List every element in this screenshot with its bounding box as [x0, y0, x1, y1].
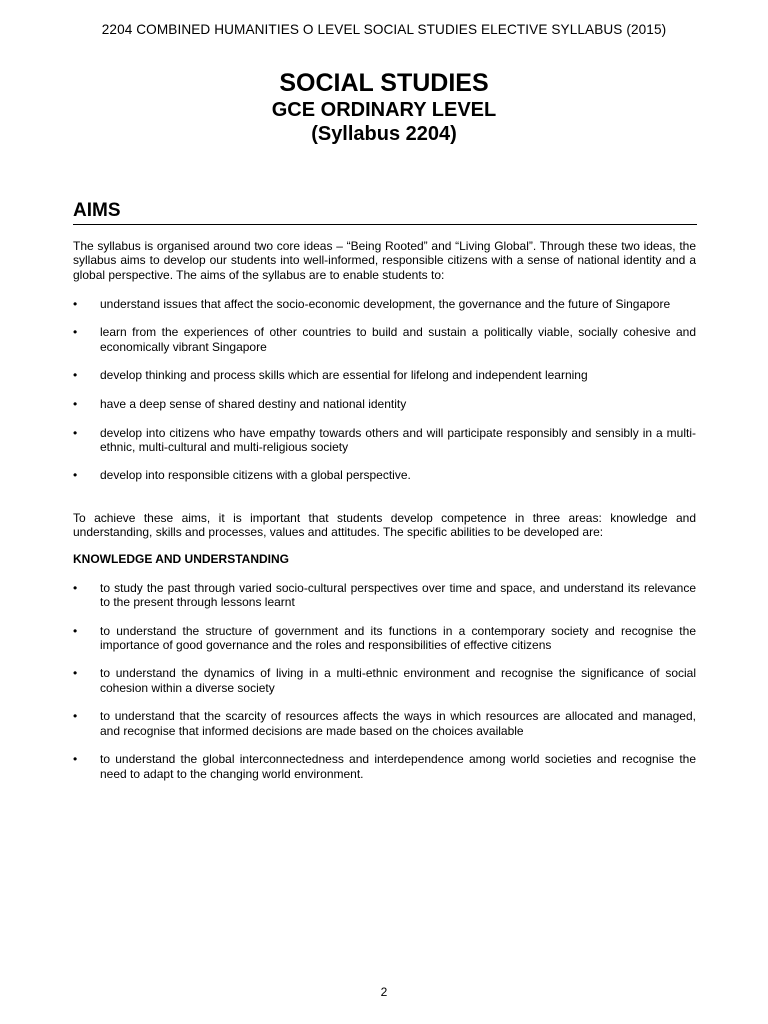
list-item	[73, 581, 696, 610]
list-item-text: to understand the dynamics of living in a multi-ethnic environment and recognise the significance of social cohesion within a diverse society	[100, 666, 696, 695]
list-item-text: understand issues that affect the socio-economic development, the governance and the future of Singapore	[100, 296, 671, 311]
list-item	[73, 368, 696, 382]
list-item-text: to understand that the scarcity of resources affects the ways in which resources are allocated and managed, and recognise that informed decisions are made based on the choices available	[100, 709, 696, 738]
document-title: SOCIAL STUDIES	[279, 69, 489, 97]
list-item	[73, 709, 696, 738]
document-subtitle-level: GCE ORDINARY LEVEL	[271, 99, 497, 121]
aims-list	[73, 297, 696, 483]
bullet-icon: •	[73, 580, 78, 595]
document-subtitle-syllabus: (Syllabus 2204)	[311, 123, 457, 145]
list-item	[73, 297, 696, 311]
bullet-icon: •	[73, 752, 78, 767]
aims-competence-paragraph: To achieve these aims, it is important that students develop competence in three areas: knowledge and understanding, skills and processes, values and attitudes. The specific abilities to be developed are:	[73, 510, 696, 540]
aims-intro-paragraph: The syllabus is organised around two core ideas – “Being Rooted” and “Living Global”. Through these two ideas, the syllabus aims to develop our students into well-informed, responsible citizens with a sense of national identity and a global perspective. The aims of the syllabus are to enable students to:	[73, 239, 696, 282]
knowledge-heading: KNOWLEDGE AND UNDERSTANDING	[73, 552, 289, 567]
bullet-icon: •	[73, 425, 78, 440]
bullet-icon: •	[73, 623, 78, 638]
bullet-icon: •	[73, 296, 78, 311]
list-item	[73, 752, 696, 781]
list-item-text: have a deep sense of shared destiny and national identity	[100, 396, 407, 411]
list-item-text: develop thinking and process skills which are essential for lifelong and independent learning	[100, 368, 588, 383]
list-item-text: develop into citizens who have empathy towards others and will participate responsibly and sensibly in a multi-ethnic, multi-cultural and multi-religious society	[100, 425, 696, 454]
bullet-icon: •	[73, 396, 78, 411]
knowledge-list	[73, 581, 696, 781]
bullet-icon: •	[73, 666, 78, 681]
page-number: 2	[380, 985, 388, 999]
list-item	[73, 468, 696, 482]
list-item-text: to study the past through varied socio-cultural perspectives over time and space, and understand its relevance to the present through lessons learnt	[100, 580, 696, 609]
title-block	[0, 68, 768, 146]
list-item-text: to understand the structure of government and its functions in a contemporary society and recognise the importance of good governance and the roles and responsibilities of effective citizens	[100, 623, 696, 652]
list-item	[73, 325, 696, 354]
list-item	[73, 666, 696, 695]
list-item	[73, 624, 696, 653]
list-item-text: learn from the experiences of other countries to build and sustain a politically viable, socially cohesive and economically vibrant Singapore	[100, 325, 696, 354]
list-item	[73, 426, 696, 455]
main-content	[73, 239, 696, 795]
bullet-icon: •	[73, 368, 78, 383]
list-item	[73, 397, 696, 411]
bullet-icon: •	[73, 468, 78, 483]
aims-heading: AIMS	[73, 200, 697, 225]
list-item-text: to understand the global interconnectedness and interdependence among world societies and recognise the need to adapt to the changing world environment.	[100, 752, 696, 781]
running-header: 2204 COMBINED HUMANITIES O LEVEL SOCIAL STUDIES ELECTIVE SYLLABUS (2015)	[101, 22, 667, 37]
list-item-text: develop into responsible citizens with a global perspective.	[100, 468, 411, 483]
bullet-icon: •	[73, 709, 78, 724]
bullet-icon: •	[73, 325, 78, 340]
